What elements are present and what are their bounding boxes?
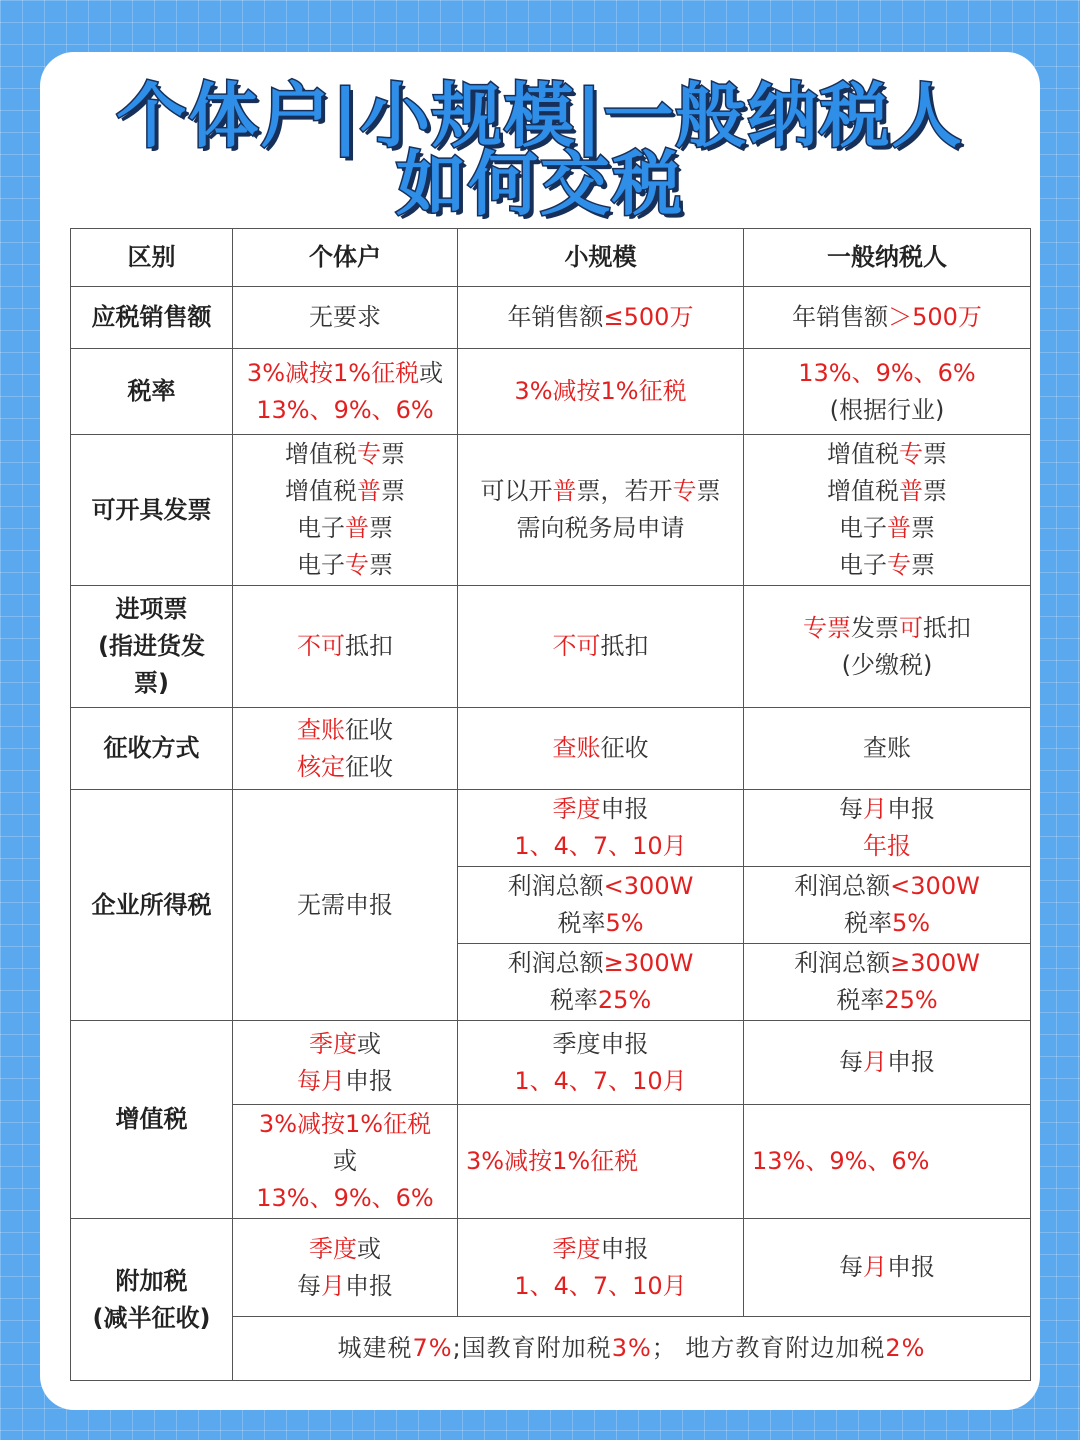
invoice-general bbox=[744, 435, 1031, 586]
invoice-individual-item: 增值税专票 bbox=[285, 440, 405, 468]
invoice-individual-item: 电子专票 bbox=[297, 551, 393, 579]
cit-small-high-profit: 利润总额≥300W 税率25% bbox=[458, 944, 744, 1021]
input-general-note: (少缴税) bbox=[841, 650, 933, 679]
cit-general-high-profit: 利润总额≥300W 税率25% bbox=[744, 944, 1031, 1021]
surtax-small-scale: 季度申报 1、4、7、10月 bbox=[458, 1219, 744, 1317]
rate-individual bbox=[233, 349, 458, 435]
header-small-scale: 小规模 bbox=[458, 229, 744, 287]
invoice-individual bbox=[233, 435, 458, 586]
row-label-surtax bbox=[71, 1219, 233, 1381]
rate-individual-reduced: 3%减按1%征税 bbox=[246, 358, 420, 387]
input-label-line3: 票) bbox=[134, 669, 169, 697]
rate-general-values: 13%、9%、6% bbox=[798, 358, 976, 387]
vat-individual-rate: 3%减按1%征税 或 13%、9%、6% bbox=[233, 1105, 458, 1219]
row-surtax-filing bbox=[71, 1219, 1031, 1317]
surtax-label-line2: (减半征收) bbox=[92, 1303, 211, 1332]
sales-general-value: ＞500万 bbox=[888, 303, 982, 331]
vat-general-filing: 每月申报 bbox=[744, 1021, 1031, 1105]
input-label-line1: 进项票 bbox=[115, 595, 188, 623]
row-label-collection-method: 征收方式 bbox=[71, 708, 233, 790]
method-general: 查账 bbox=[744, 708, 1031, 790]
header-individual: 个体户 bbox=[233, 229, 458, 287]
row-label-taxable-sales: 应税销售额 bbox=[71, 287, 233, 349]
rate-small-value: 3%减按1%征税 bbox=[514, 377, 687, 405]
row-label-tax-rate: 税率 bbox=[71, 349, 233, 435]
input-label-line2: (指进货发 bbox=[98, 632, 205, 660]
row-label-corporate-income-tax: 企业所得税 bbox=[71, 790, 233, 1021]
cit-general-low-profit: 利润总额<300W 税率5% bbox=[744, 867, 1031, 944]
invoice-general-item: 电子普票 bbox=[839, 514, 935, 542]
sales-small-value: ≤500万 bbox=[603, 303, 694, 331]
invoice-general-item: 增值税普票 bbox=[827, 477, 947, 505]
rate-individual-standard: 13%、9%、6% bbox=[256, 395, 434, 424]
row-taxable-sales bbox=[71, 287, 1031, 349]
cit-small-low-profit: 利润总额<300W 税率5% bbox=[458, 867, 744, 944]
sales-small-prefix: 年销售额 bbox=[507, 303, 604, 331]
input-individual: 不可抵扣 bbox=[233, 586, 458, 708]
rate-general-note: (根据行业) bbox=[829, 395, 945, 424]
sales-individual: 无要求 bbox=[233, 287, 458, 349]
row-vat-filing bbox=[71, 1021, 1031, 1105]
cit-small-filing: 季度申报 1、4、7、10月 bbox=[458, 790, 744, 867]
header-difference: 区别 bbox=[71, 229, 233, 287]
row-label-input-invoice bbox=[71, 586, 233, 708]
sales-general bbox=[744, 287, 1031, 349]
row-corporate-income-tax bbox=[71, 790, 1031, 867]
cit-general-filing: 每月申报 年报 bbox=[744, 790, 1031, 867]
surtax-general: 每月申报 bbox=[744, 1219, 1031, 1317]
invoice-individual-item: 增值税普票 bbox=[285, 477, 405, 505]
surtax-label-line1: 附加税 bbox=[115, 1266, 188, 1295]
row-invoice-types bbox=[71, 435, 1031, 586]
rate-general bbox=[744, 349, 1031, 435]
invoice-general-item: 电子专票 bbox=[839, 551, 935, 579]
tax-comparison-table bbox=[70, 228, 1031, 1381]
sales-small-scale bbox=[458, 287, 744, 349]
surtax-individual: 季度或 每月申报 bbox=[233, 1219, 458, 1317]
method-small-scale: 查账征收 bbox=[458, 708, 744, 790]
invoice-individual-item: 电子普票 bbox=[297, 514, 393, 542]
cit-individual: 无需申报 bbox=[233, 790, 458, 1021]
header-general-taxpayer: 一般纳税人 bbox=[744, 229, 1031, 287]
vat-small-filing: 季度申报 1、4、7、10月 bbox=[458, 1021, 744, 1105]
page-title: 个体户|小规模|一般纳税人 bbox=[116, 75, 964, 157]
row-tax-rate bbox=[71, 349, 1031, 435]
invoice-small-line1: 可以开普票，若开专票 bbox=[480, 477, 721, 505]
vat-individual-filing: 季度或 每月申报 bbox=[233, 1021, 458, 1105]
row-collection-method bbox=[71, 708, 1031, 790]
row-label-invoice: 可开具发票 bbox=[71, 435, 233, 586]
surtax-rates-note: 城建税7%;国教育附加税3%； 地方教育附边加税2% bbox=[233, 1317, 1031, 1381]
invoice-general-item: 增值税专票 bbox=[827, 440, 947, 468]
sales-general-prefix: 年销售额 bbox=[792, 303, 889, 331]
rate-individual-or: 或 bbox=[419, 358, 444, 387]
input-general: 专票发票可抵扣 (少缴税) bbox=[744, 586, 1031, 708]
table-header-row bbox=[71, 229, 1031, 287]
row-input-invoice bbox=[71, 586, 1031, 708]
vat-general-rate: 13%、9%、6% bbox=[744, 1105, 1031, 1219]
row-label-vat: 增值税 bbox=[71, 1021, 233, 1219]
invoice-small-scale bbox=[458, 435, 744, 586]
vat-small-rate: 3%减按1%征税 bbox=[458, 1105, 744, 1219]
method-individual: 查账征收 核定征收 bbox=[233, 708, 458, 790]
input-small-scale: 不可抵扣 bbox=[458, 586, 744, 708]
rate-small-scale bbox=[458, 349, 744, 435]
invoice-small-line2: 需向税务局申请 bbox=[516, 514, 685, 542]
page-subtitle: 如何交税 bbox=[396, 143, 684, 225]
